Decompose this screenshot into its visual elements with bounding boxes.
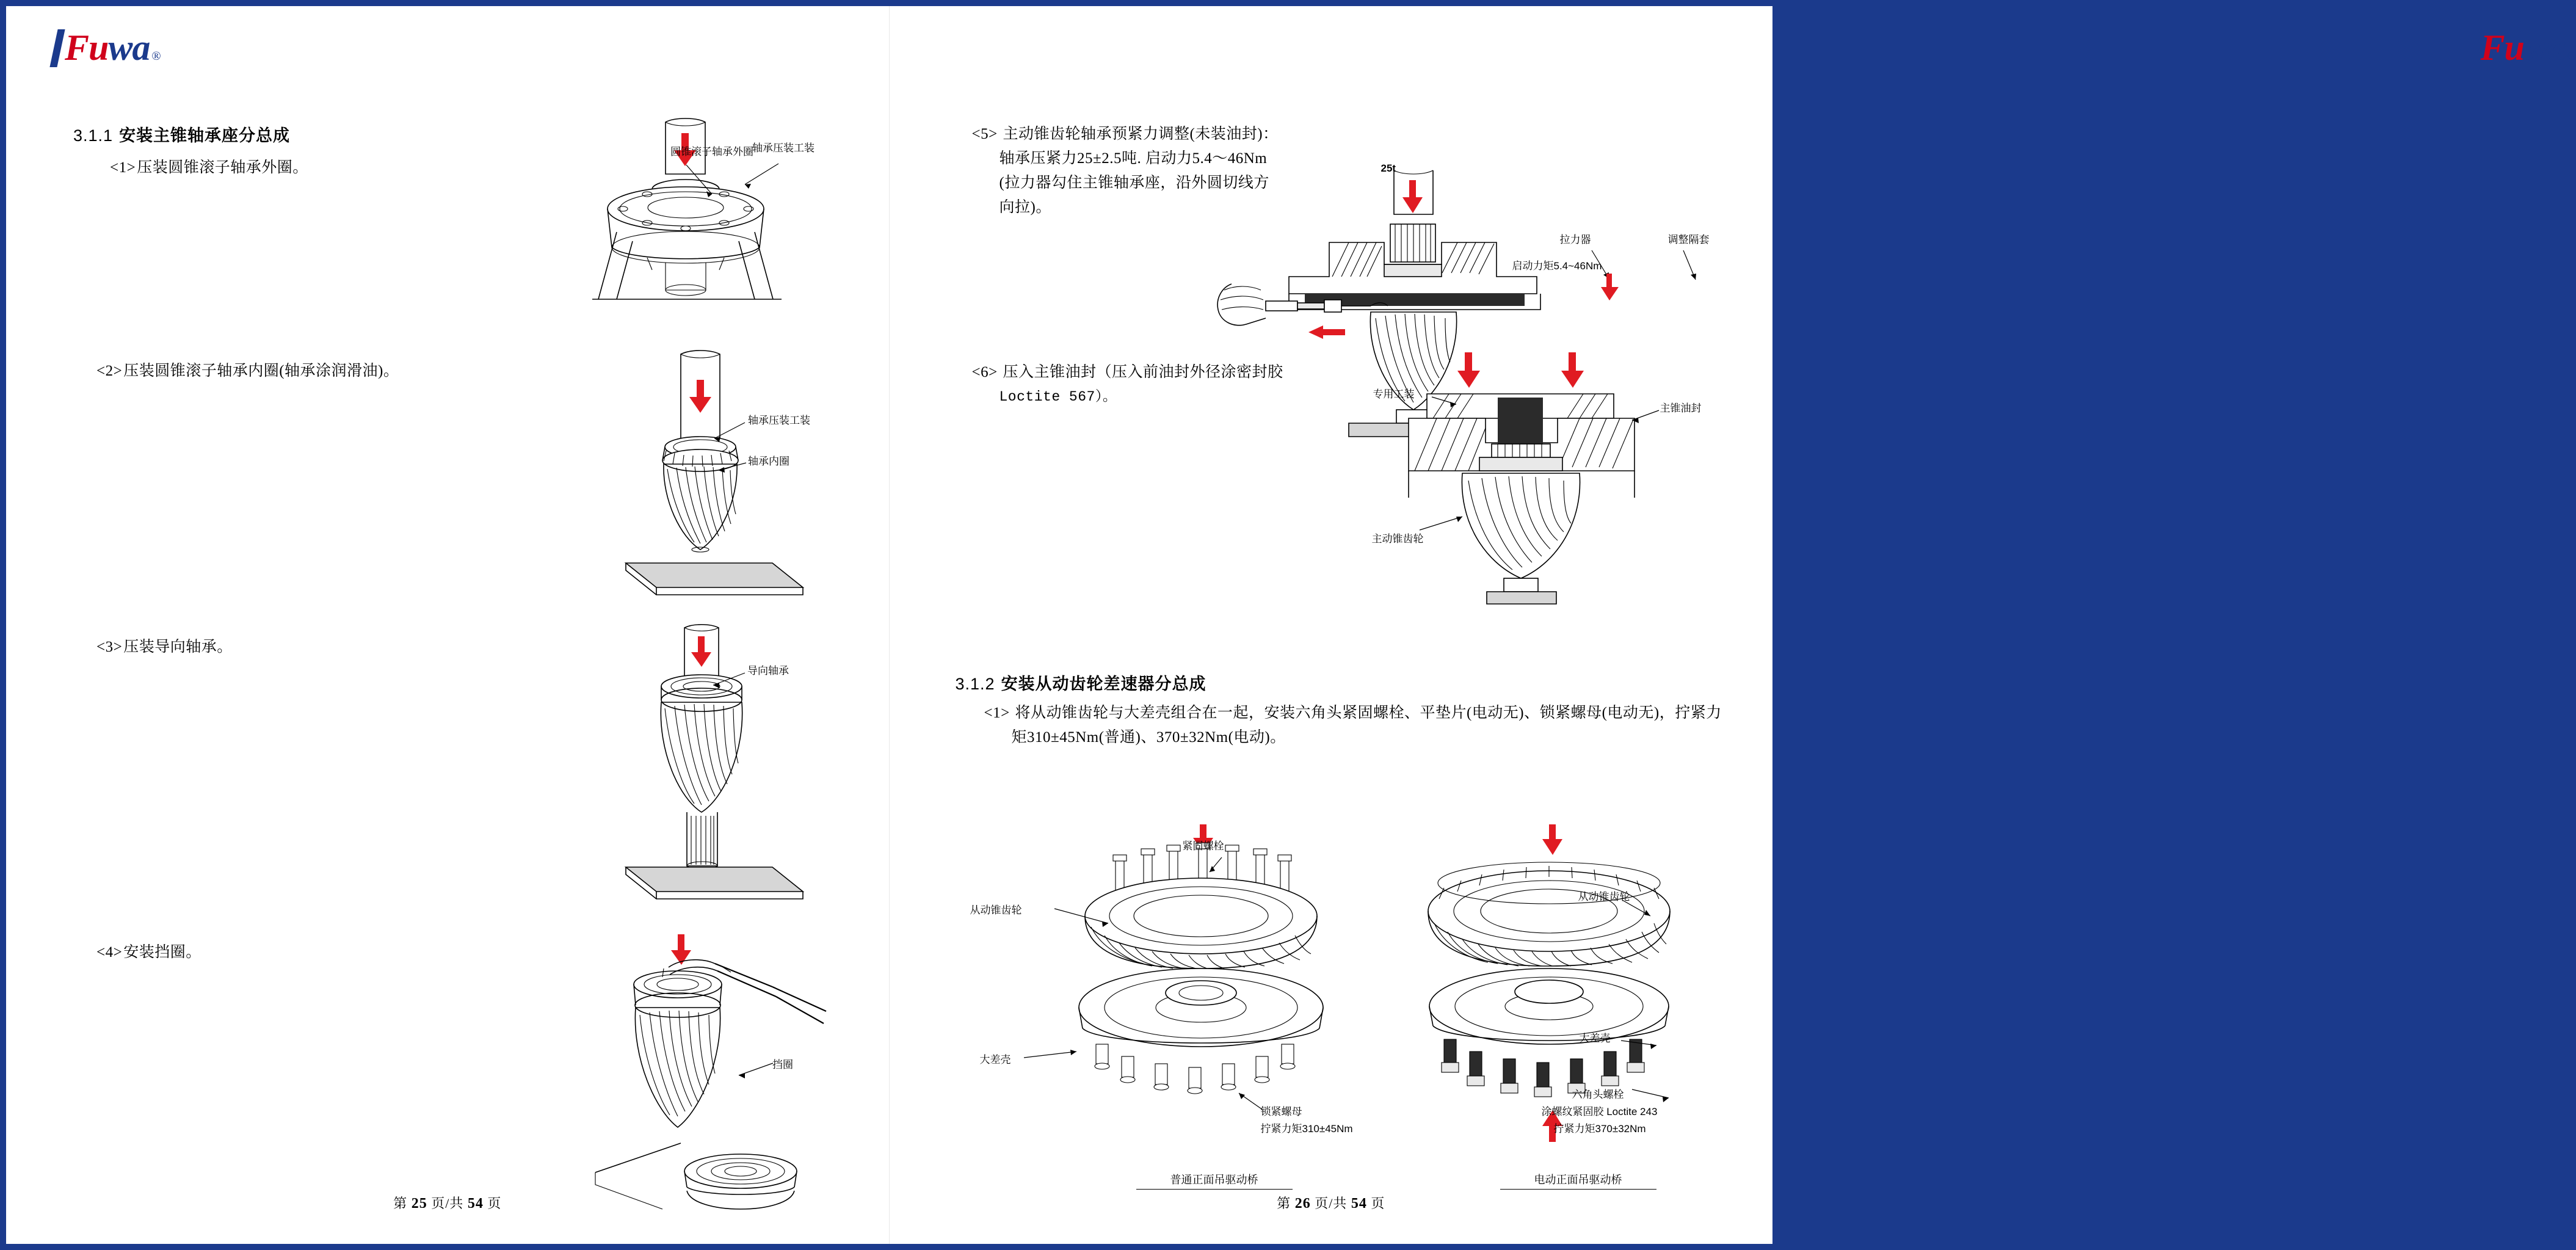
registered-mark-right: ® [2567, 49, 2576, 63]
red-arrow-left-figure5 [1308, 325, 1345, 339]
label-lock-nut-2: 拧紧力矩310±45Nm [1260, 1123, 1353, 1135]
label-adjust-spacer: 调整隔套 [1667, 234, 1710, 245]
label-press-tool-2: 轴承压装工装 [748, 415, 810, 426]
label-diff-case-left: 大差壳 [979, 1054, 1011, 1066]
step-1-text [110, 156, 308, 180]
footer-left-total: 54 [467, 1196, 484, 1212]
step-312-1-text [984, 701, 1722, 725]
label-driven-gear-right: 从动锥齿轮 [1578, 891, 1630, 903]
step-312-1-line2-wrap [1012, 725, 1286, 750]
label-tonnage: 25t [1381, 162, 1396, 174]
step-2-tag: <2> [96, 363, 123, 379]
label-start-torque: 启动力矩5.4~46Nm [1512, 260, 1602, 272]
red-arrow-down-figure5 [1402, 180, 1423, 213]
red-arrow-down-figure2 [689, 380, 711, 413]
logo-text-wa: wa [108, 27, 150, 68]
step-1-tag: <1> [110, 159, 136, 176]
footer-right-total: 54 [1351, 1196, 1367, 1212]
figure1-leaders [653, 159, 818, 214]
document-spread [6, 6, 2576, 1244]
logo-text-fu-right: Fu [2480, 27, 2524, 68]
label-puller: 拉力器 [1559, 234, 1591, 245]
step-4-tag: <4> [96, 944, 123, 961]
step-6-text [972, 360, 1283, 385]
section-number: 3.1.1 [73, 126, 114, 145]
step-6-tag: <6> [971, 364, 998, 380]
logo-wordmark-right [2481, 29, 2576, 74]
step-5-tag: <5> [971, 126, 998, 142]
step-312-1-line1: 将从动锥齿轮与大差壳组合在一起，安装六角头紧固螺栓、平垫片(电动无)、锁紧螺母(电动无)，拧紧力 [1015, 705, 1722, 721]
brand-logo-right [2481, 29, 2576, 74]
logo-wordmark [65, 29, 161, 74]
section-title: 安装主锥轴承座分总成 [119, 126, 291, 145]
step-312-1-tag: <1> [984, 705, 1010, 721]
figure7l-leaders [963, 837, 1354, 1142]
step-5-line4: 向拉)。 [999, 199, 1051, 216]
footer-left [6, 1193, 889, 1212]
logo-bar [49, 29, 65, 67]
step-6-line2-wrap [1000, 385, 1117, 409]
step-5-line2-wrap [1000, 147, 1268, 171]
section-heading-311 [73, 122, 290, 146]
registered-mark: ® [151, 49, 161, 63]
step-6-line1: 压入主锥油封（压入前油封外径涂密封胶 [1003, 364, 1283, 380]
step-5-text [972, 122, 1363, 147]
logo-text-fu: Fu [65, 27, 109, 68]
footer-left-page: 25 [411, 1196, 427, 1212]
figure7r-leaders [1561, 885, 1757, 1142]
footer-left-mid: 页/共 [431, 1196, 464, 1211]
footer-right-page: 26 [1294, 1196, 1311, 1212]
label-hex-bolt-3: 拧紧力矩370±32Nm [1553, 1123, 1646, 1135]
footer-right-post: 页 [1371, 1196, 1385, 1211]
figure4-leaders [714, 1053, 800, 1108]
step-2-body: 压装圆锥滚子轴承内圈(轴承涂润滑油)。 [123, 363, 399, 379]
footer-right-pre: 第 [1277, 1196, 1291, 1211]
step-4-body: 安装挡圈。 [123, 944, 201, 961]
label-driven-gear-left: 从动锥齿轮 [970, 904, 1022, 916]
label-lock-nut-1: 锁紧螺母 [1260, 1106, 1302, 1117]
step-3-body: 压装导向轴承。 [123, 639, 233, 655]
footer-left-post: 页 [487, 1196, 502, 1211]
figure2-leaders [678, 409, 800, 489]
step-5-line3: (拉力器勾住主锥轴承座，沿外圆切线方 [999, 175, 1269, 191]
footer-right [890, 1193, 1773, 1212]
caption-electric: 电动正面吊驱动桥 [1500, 1171, 1656, 1190]
page-right [890, 6, 2576, 1244]
label-inner-ring: 轴承内圈 [748, 456, 789, 467]
step-5-line4-wrap [1000, 195, 1051, 220]
section-title-312: 安装从动齿轮差速器分总成 [1001, 675, 1206, 693]
section-heading-312 [956, 670, 1206, 694]
label-hex-bolt-2: 涂螺纹紧固胶 Loctite 243 [1541, 1106, 1658, 1117]
step-3-text [96, 635, 233, 660]
label-guide-bearing: 导向轴承 [747, 665, 789, 677]
label-hex-bolt-1: 六角头螺栓 [1572, 1089, 1624, 1100]
section-number-312: 3.1.2 [955, 675, 995, 693]
label-diff-case-right: 大差壳 [1579, 1033, 1611, 1044]
label-press-tool-1: 轴承压装工装 [752, 142, 815, 154]
label-drive-bevel-gear: 主动锥齿轮 [1371, 533, 1424, 545]
figure3-leaders [678, 660, 800, 714]
label-special-tool: 专用工装 [1373, 388, 1415, 400]
footer-right-mid: 页/共 [1315, 1196, 1348, 1211]
step-4-text [96, 940, 201, 965]
logo-text-wa-right: wa [2523, 27, 2566, 68]
step-6-line2: Loctite 567）。 [999, 389, 1117, 405]
caption-standard: 普通正面吊驱动桥 [1136, 1171, 1293, 1190]
label-fastening-bolt: 紧固螺栓 [1182, 840, 1224, 852]
step-5-line2: 轴承压紧力25±2.5吨. 启动力5.4～46Nm [999, 150, 1268, 167]
brand-logo-left [54, 29, 161, 74]
label-snap-ring: 挡圈 [772, 1059, 793, 1070]
label-main-oil-seal: 主锥油封 [1660, 402, 1702, 414]
figure-snap-ring [571, 928, 852, 1215]
step-312-1-line2: 矩310±45Nm(普通)、370±32Nm(电动)。 [1011, 729, 1286, 746]
step-1-body: 压装圆锥滚子轴承外圈。 [137, 159, 308, 176]
footer-left-pre: 第 [393, 1196, 408, 1211]
figure5-leaders [1500, 244, 1757, 318]
red-arrow-down-figure7r [1542, 824, 1562, 855]
label-outer-ring: 圆锥滚子轴承外圈 [670, 146, 753, 158]
page-left [6, 6, 890, 1244]
step-5-line1: 主动锥齿轮轴承预紧力调整(未装油封)： [1003, 126, 1279, 142]
step-2-text [96, 359, 399, 383]
step-3-tag: <3> [96, 639, 123, 655]
figure6-leaders [1317, 372, 1696, 556]
